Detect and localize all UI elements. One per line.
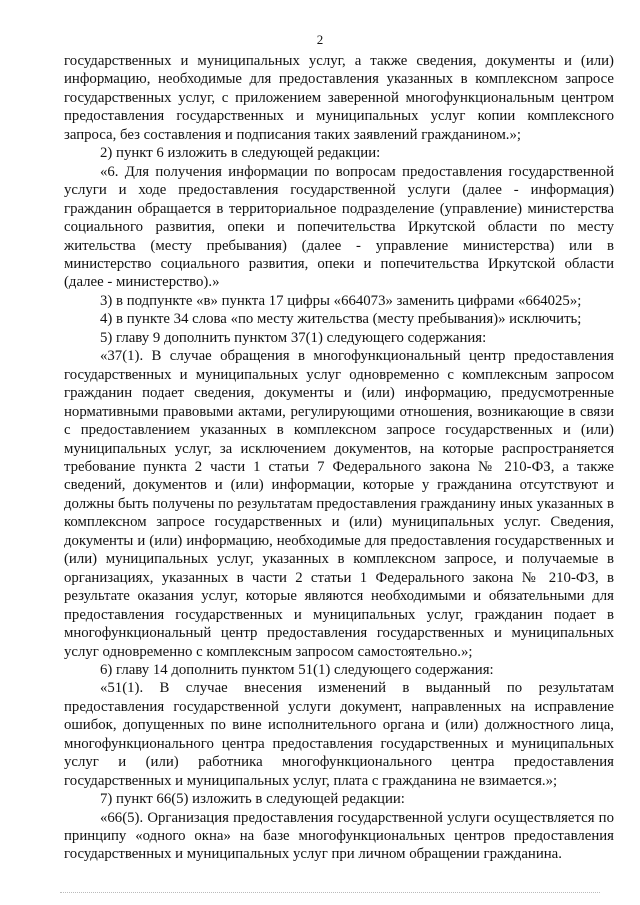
paragraph: 4) в пункте 34 слова «по месту жительства (месту пребывания)» исключить;	[100, 311, 582, 328]
page-number: 2	[316, 32, 324, 47]
paragraph: 6) главу 14 дополнить пунктом 51(1) следующего содержания:	[100, 661, 494, 678]
paragraph: 2) пункт 6 изложить в следующей редакции:	[100, 145, 381, 162]
paragraph: 5) главу 9 дополнить пунктом 37(1) следующего содержания:	[100, 329, 487, 346]
paragraph: «37(1). В случае обращения в многофункциональный центр предоставления государственных и муниципальных услуг одновременно с комплексным запросом гражданин подает сведения, документы и (или) информацию, предусмотренные нормативными правовыми актами, регулирующими отношения, возникающие в связи с предоставлением указанных в комплексном запросе государственных и (или) муниципальных услуг, за исключением документов, на которые распространяется требование пункта 2 части 1 статьи 7 Федерального закона № 210-ФЗ, а также сведений, документов и (или) информации, которые у гражданина отсутствуют и должны быть получены по результатам предоставления гражданину иных указанных в комплексном запросе государственных и (или) муниципальных услуг. Сведения, документы и (или) информацию, необходимые для предоставления государственных и (или) муниципальных услуг, указанных в комплексном запросе, и получаемые в организациях, указанных в части 2 статьи 1 Федерального закона № 210-ФЗ, в результате оказания услуг, которые являются необходимыми и обязательными для предоставления государственных и муниципальных услуг, гражданин подает в многофункциональный центр предоставления государственных и муниципальных услуг одновременно с комплексным запросом самостоятельно.»;	[64, 348, 614, 660]
paragraph: «66(5). Организация предоставления государственной услуги осуществляется по принципу «одного окна» на базе многофункциональных центров предоставления государственных и муниципальных услуг при личном обращении гражданина.	[64, 809, 614, 863]
scan-edge-line	[60, 892, 600, 893]
paragraph: «51(1). В случае внесения изменений в выданный по результатам предоставления государственной услуги документ, направленных на исправление ошибок, допущенных по вине исполнительного органа и (или) должностного лица, многофункционального центра предоставления государственных и муниципальных услуг и (или) работника многофункционального центра предоставления государственных и муниципальных услуг, плата с гражданина не взимается.»;	[64, 680, 614, 789]
paragraph: 3) в подпункте «в» пункта 17 цифры «664073» заменить цифрами «664025»;	[100, 292, 582, 309]
paragraph: «6. Для получения информации по вопросам предоставления государственной услуги и ходе предоставления государственной услуги (далее - информация) гражданин обращается в территориальное подразделение (управление) министерства социального развития, опеки и попечительства Иркутской области по месту жительства (месту пребывания) (далее - управление министерства) или в министерство социального развития, опеки и попечительства Иркутской области (далее - министерство).»	[64, 163, 614, 291]
paragraph: государственных и муниципальных услуг, а также сведения, документы и (или) информацию, необходимые для предоставления указанных в комплексном запросе государственных услуг, с приложением заверенной многофункциональным центром предоставления государственных и муниципальных услуг копии комплексного запроса, без составления и подписания таких заявлений гражданином.»;	[64, 53, 614, 143]
paragraph: 7) пункт 66(5) изложить в следующей редакции:	[100, 791, 405, 808]
document-body	[64, 52, 614, 864]
